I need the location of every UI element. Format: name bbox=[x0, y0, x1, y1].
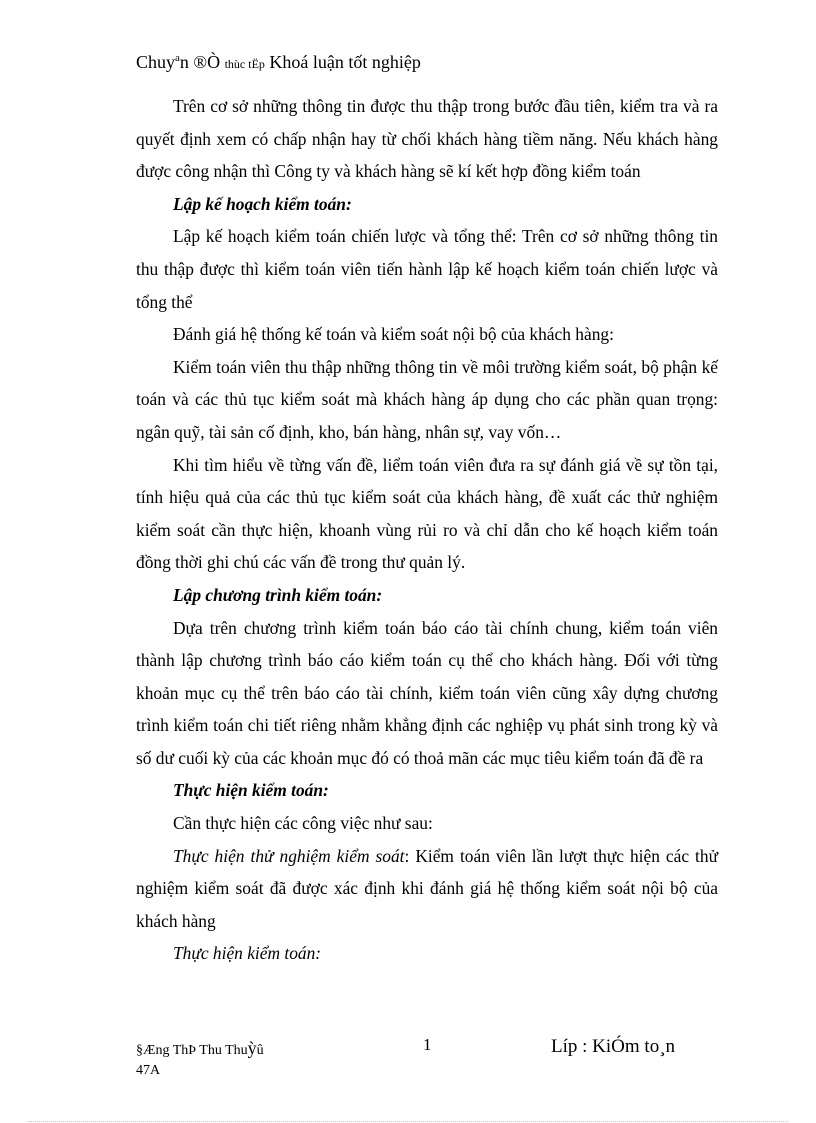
header-part2: n ®Ò bbox=[179, 52, 225, 72]
header-title: Khoá luận tốt nghiệp bbox=[264, 52, 421, 72]
paragraph-execution-italic: Thực hiện kiểm toán: bbox=[173, 943, 322, 964]
paragraph-planning: Lập kế hoạch kiểm toán chiến lược và tổng thể: Trên cơ sở những thông tin thu thập được thì kiểm toán viên tiến hành lập kế hoạch kiểm toán chiến lược và tổng thể bbox=[136, 226, 718, 312]
page-header bbox=[136, 46, 421, 76]
heading-execution: Thực hiện kiểm toán: bbox=[173, 780, 329, 801]
header-prefix: Chuy bbox=[136, 52, 176, 72]
footer-class: Líp : KiÓm to¸n bbox=[551, 1036, 676, 1057]
footer-author-suffix: û bbox=[256, 1043, 264, 1058]
heading-planning: Lập kế hoạch kiểm toán: bbox=[173, 193, 352, 214]
paragraph-evaluation-title: Đánh giá hệ thống kế toán và kiểm soát nội bộ của khách hàng: bbox=[173, 324, 614, 345]
control-tests-rest: : Kiểm toán viên lần lượt thực hiện các thử nghiệm kiểm soát đã được xác định khi đánh giá hệ thống kiểm soát nội bộ của khách hàng bbox=[136, 845, 719, 931]
paragraph-evaluation: Kiểm toán viên thu thập những thông tin về môi trường kiểm soát, bộ phận kế toán và các thủ tục kiểm soát mà khách hàng áp dụng cho các phần quan trọng: ngân quỹ, tài sản cố định, kho, bán hàng, nhân sự, vay vốn… bbox=[136, 356, 718, 442]
header-superscript: a bbox=[175, 52, 180, 64]
footer-author bbox=[136, 1038, 264, 1081]
heading-program: Lập chương trình kiểm toán: bbox=[173, 584, 383, 605]
document-body bbox=[136, 90, 718, 970]
paragraph-tasks: Cần thực hiện các công việc như sau: bbox=[173, 813, 433, 834]
control-tests-lead: Thực hiện thử nghiệm kiểm soát bbox=[173, 845, 405, 866]
footer-author-y: ỳ bbox=[247, 1038, 257, 1058]
page-number: 1 bbox=[423, 1035, 432, 1054]
paragraph-intro: Trên cơ sở những thông tin được thu thập trong bước đầu tiên, kiểm tra và ra quyết định xem có chấp nhận hay từ chối khách hàng tiềm năng. Nếu khách hàng được công nhận thì Công ty và khách hàng sẽ kí kết hợp đồng kiểm toán bbox=[136, 96, 718, 182]
footer-author-name: §Æng ThÞ Thu Thuỳû bbox=[136, 1038, 264, 1058]
footer-author-class: 47A bbox=[136, 1063, 161, 1078]
header-small: thùc tËp bbox=[224, 57, 265, 71]
paragraph-program: Dựa trên chương trình kiểm toán báo cáo tài chính chung, kiểm toán viên thành lập chương trình báo cáo kiểm toán cụ thể cho khách hàng. Đối với từng khoản mục cụ thể trên báo cáo tài chính, kiểm toán viên cũng xây dựng chương trình kiểm toán chi tiết riêng nhằm khẳng định các nghiệp vụ phát sinh trong kỳ và số dư cuối kỳ của các khoản mục đó có thoả mãn các mục tiêu kiểm toán đã đề ra bbox=[136, 617, 718, 768]
paragraph-control-tests bbox=[136, 840, 718, 938]
page-bottom-rule bbox=[28, 1121, 788, 1122]
paragraph-assessment: Khi tìm hiểu về từng vấn đề, liểm toán viên đưa ra sự đánh giá về sự tồn tại, tính hiệu quả của các thủ tục kiểm soát của khách hàng, đề xuất các thử nghiệm kiểm soát cần thực hiện, khoanh vùng rủi ro và chỉ dẫn cho kế hoạch kiểm toán đồng thời ghi chú các vấn đề trong thư quản lý. bbox=[136, 454, 718, 573]
